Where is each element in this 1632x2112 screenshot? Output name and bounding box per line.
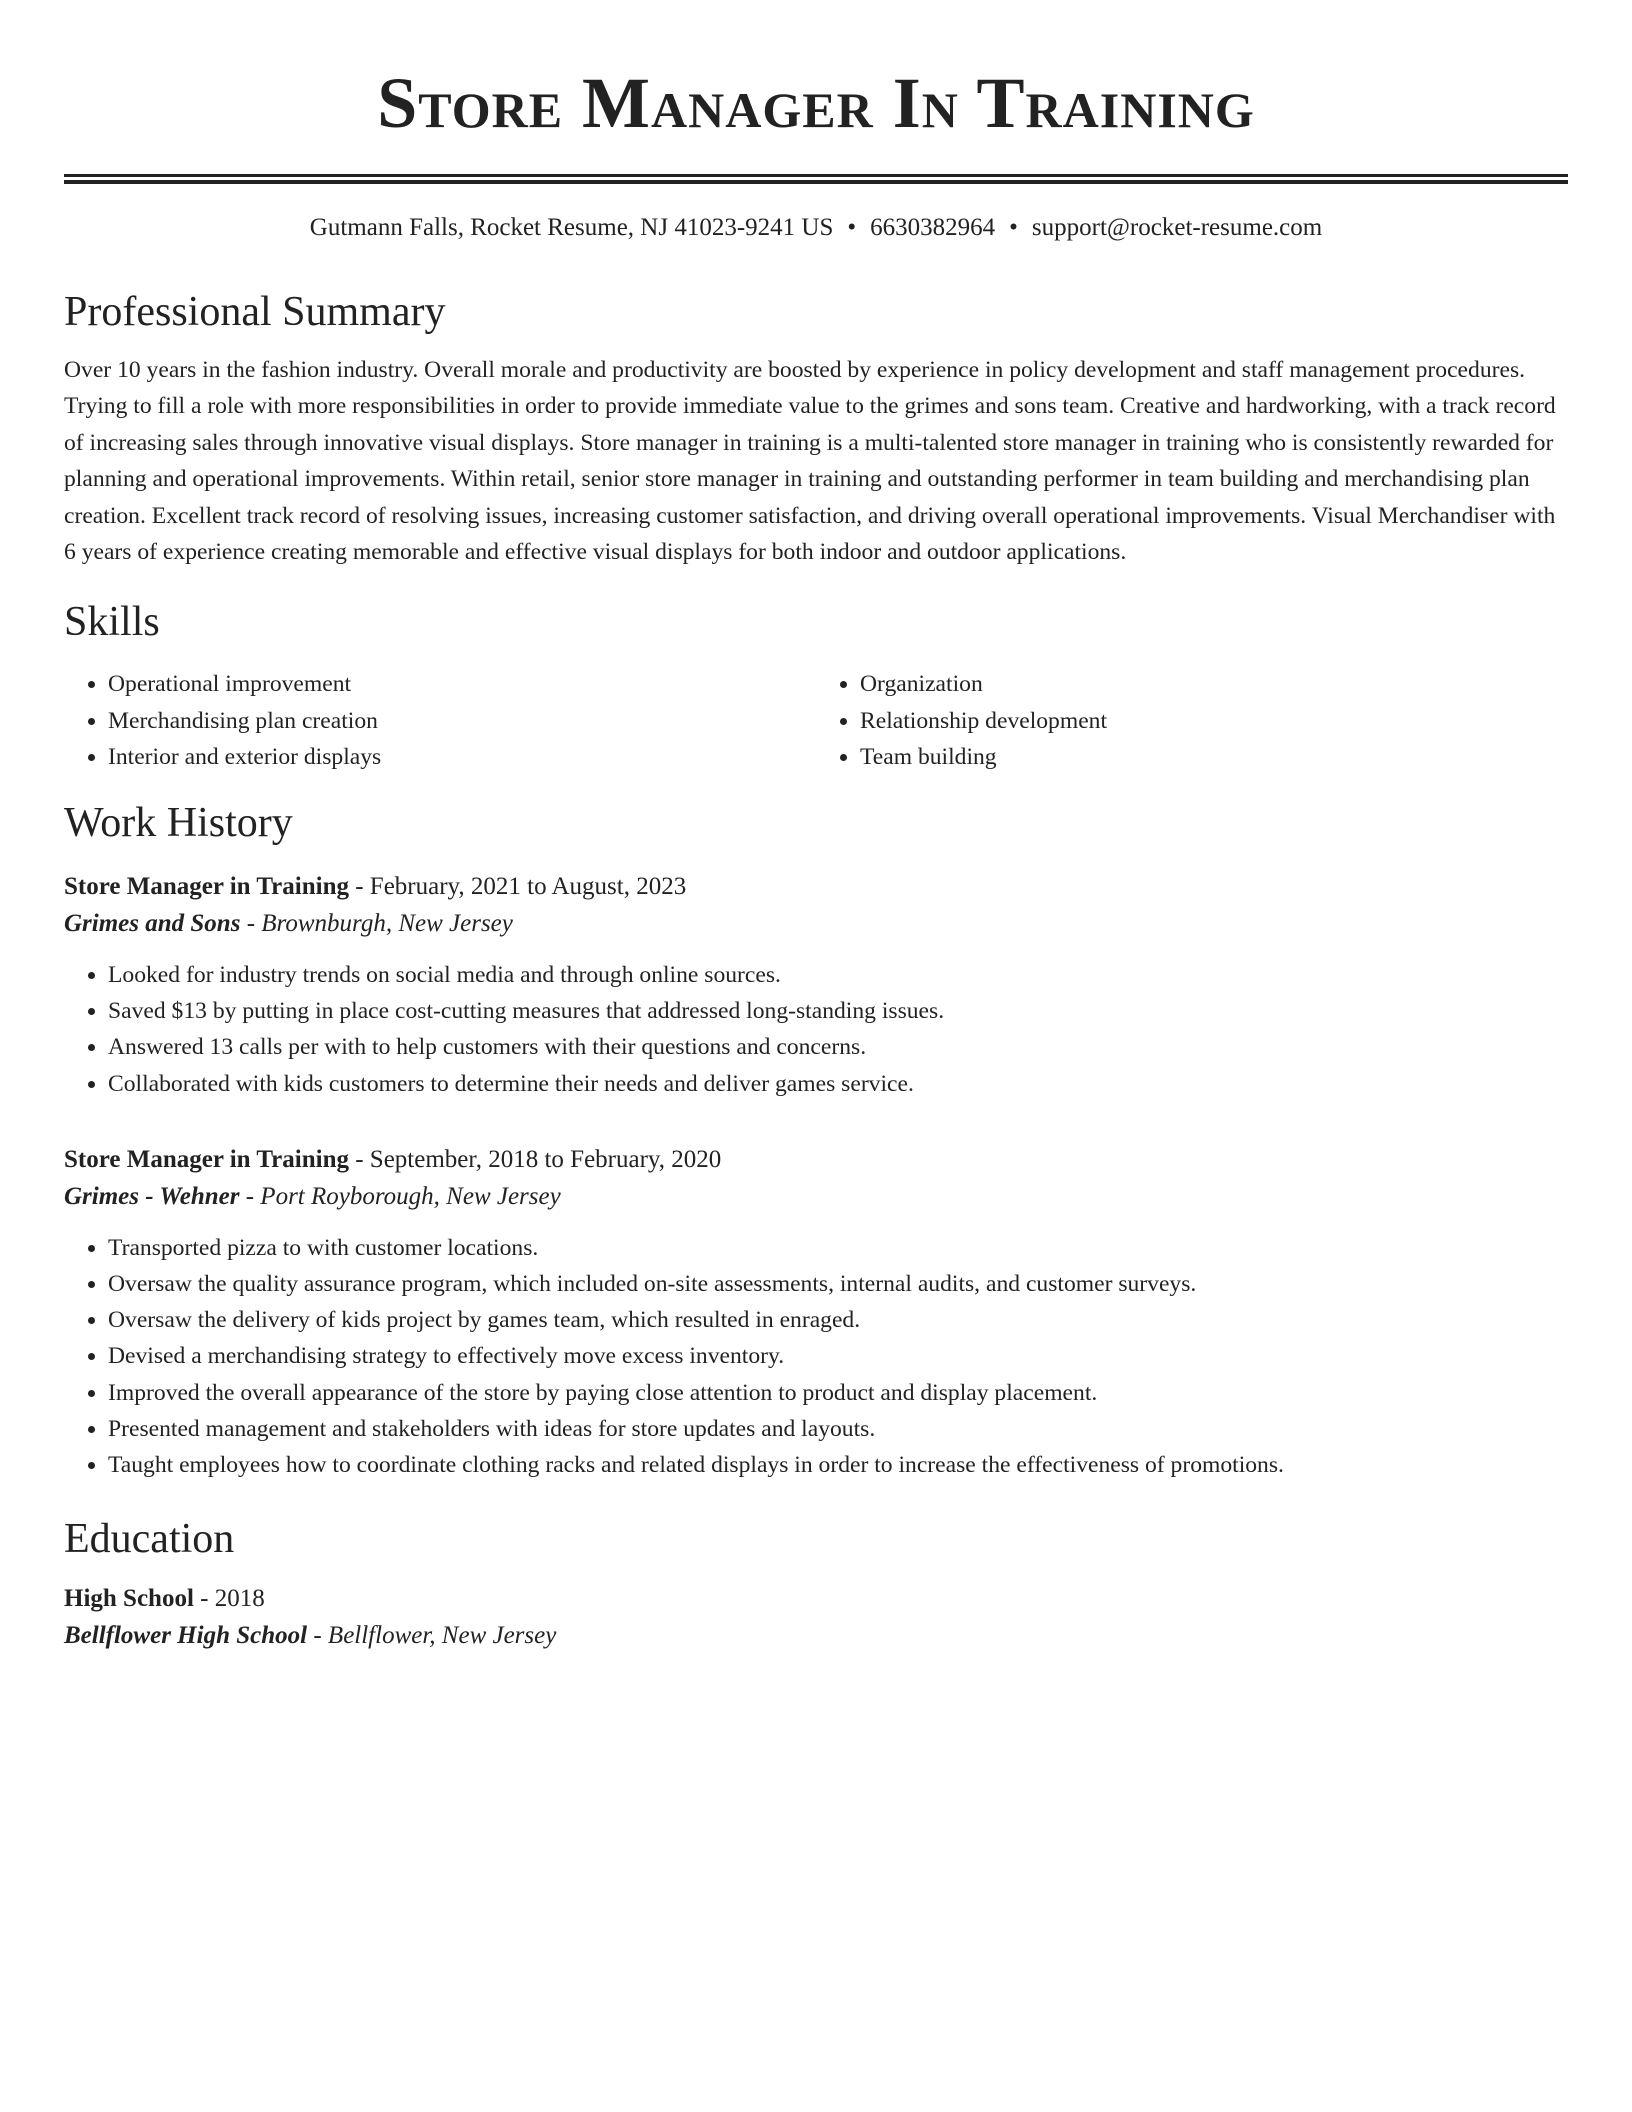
job-bullet: • Presented management and stakeholders with ideas for store updates and layouts. [108,1411,1568,1447]
education-year: - 2018 [193,1585,265,1613]
contact-separator: • [1009,214,1018,241]
skill-item: • Interior and exterior displays [108,739,816,775]
education-degree-line [64,1581,1568,1617]
contact-email: support@rocket-resume.com [1031,214,1323,241]
job-title-line [64,869,1568,905]
work-history-heading: Work History [64,800,293,847]
education-school-line [64,1617,1568,1655]
education-degree: High School [64,1585,194,1613]
job-bullet: • Improved the overall appearance of the store by paying close attention to product and display placement. [108,1375,1568,1411]
contact-phone: 6630382964 [870,214,996,241]
job-bullet: • Looked for industry trends on social media and through online sources. [108,957,1568,993]
contact-line [64,212,1568,244]
education-entry [64,1581,1568,1655]
skill-item: • Merchandising plan creation [108,703,816,739]
skill-item: • Operational improvement [108,666,816,702]
resume-name: Store Manager In Training [377,63,1255,143]
summary-heading: Professional Summary [64,289,446,335]
skill-item: • Organization [860,666,1568,702]
job-bullet: • Saved $13 by putting in place cost-cutting measures that addressed long-standing issues. [108,993,1568,1029]
job-title: Store Manager in Training [64,873,349,901]
job-location: - Brownburgh, New Jersey [240,910,513,938]
contact-separator: • [847,214,857,241]
contact-address: Gutmann Falls, Rocket Resume, NJ 41023-9241 US [309,214,834,241]
job-bullet: • Answered 13 calls per with to help customers with their questions and concerns. [108,1029,1568,1065]
job-dates: - September, 2018 to February, 2020 [348,1145,722,1173]
job-company-line [64,1178,1568,1216]
job-location: - Port Royborough, New Jersey [239,1182,561,1210]
job-entry [64,1142,1568,1483]
job-title-line [64,1142,1568,1178]
job-dates: - February, 2021 to August, 2023 [348,873,687,901]
education-location: - Bellflower, New Jersey [307,1622,557,1650]
header-divider [64,174,1568,184]
job-bullet: • Oversaw the quality assurance program, which included on-site assessments, internal audits, and customer surveys. [108,1266,1568,1302]
skills-list [64,666,1568,775]
skill-item: • Team building [860,739,1568,775]
job-entry [64,869,1568,1102]
job-bullet: • Transported pizza to with customer locations. [108,1230,1568,1266]
summary-text: Over 10 years in the fashion industry. Overall morale and productivity are boosted by experience in policy development and staff management procedures. Trying to fill a role with more responsibilities in order to provide immediate value to the grimes and sons team. Creative and hardworking, with a track record of increasing sales through innovative visual displays. Store manager in training is a multi-talented store manager in training who is consistently rewarded for planning and operational improvements. Within retail, senior store manager in training and outstanding performer in team building and merchandising plan creation. Excellent track record of resolving issues, increasing customer satisfaction, and driving overall operational improvements. Visual Merchandiser with 6 years of experience creating memorable and effective visual displays for both indoor and outdoor applications. [64,357,1556,566]
job-bullet: • Devised a merchandising strategy to effectively move excess inventory. [108,1338,1568,1374]
job-company: Grimes - Wehner [64,1182,240,1210]
job-bullet: • Taught employees how to coordinate clothing racks and related displays in order to increase the effectiveness of promotions. [108,1447,1568,1483]
job-bullet: • Oversaw the delivery of kids project by games team, which resulted in enraged. [108,1302,1568,1338]
job-bullets [64,1230,1568,1483]
skill-item: • Relationship development [860,703,1568,739]
skills-column-right [816,666,1568,775]
skills-column-left [64,666,816,775]
skills-heading: Skills [64,599,160,646]
job-title: Store Manager in Training [64,1145,349,1173]
job-bullets [64,957,1568,1102]
education-heading: Education [64,1516,235,1563]
job-bullet: • Collaborated with kids customers to determine their needs and deliver games service. [108,1066,1568,1102]
job-company-line [64,905,1568,943]
education-school: Bellflower High School [64,1622,308,1650]
job-company: Grimes and Sons [64,910,241,938]
